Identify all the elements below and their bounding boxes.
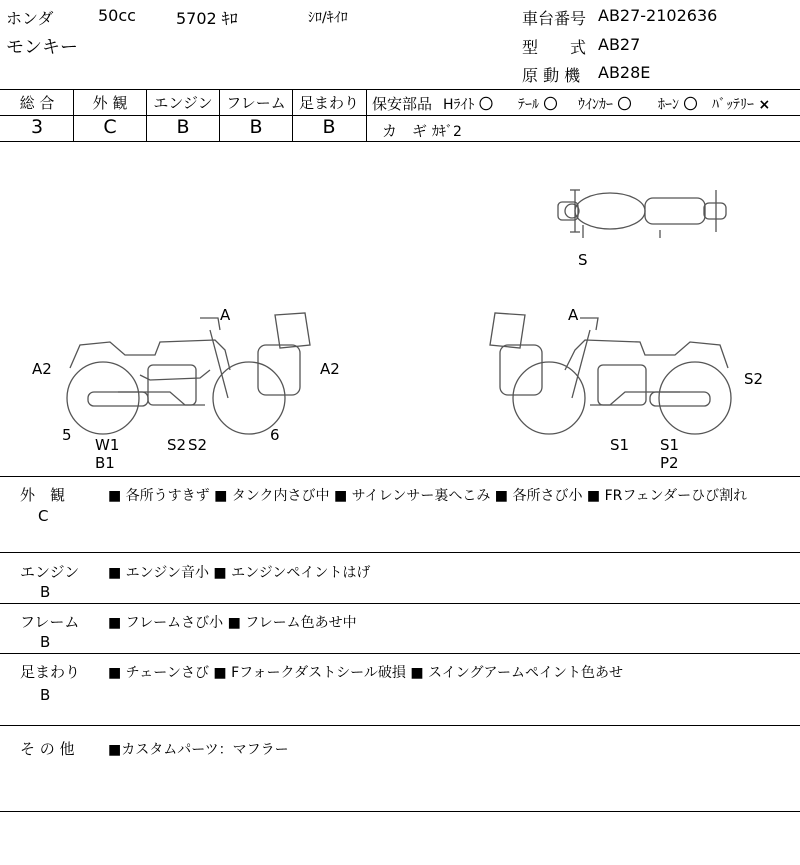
maker: ホンダ (6, 9, 54, 28)
model-name: モンキー (6, 37, 78, 58)
grade-label-exterior: 外 観 (92, 94, 128, 112)
safety-item-headlight: Hﾗｲﾄ 〇 (443, 97, 493, 113)
remark-label-exterior: 外 観 (20, 486, 66, 504)
grade-label-engine: エンジン (153, 94, 213, 112)
grade-label-suspension: 足まわり (298, 94, 359, 112)
grade-label-overall: 総 合 (19, 94, 55, 112)
divider (366, 89, 367, 141)
diagram-label-left-a2-front: A2 (320, 360, 340, 378)
remark-label-frame: フレーム (20, 613, 80, 631)
engine-label: 原 動 機 (522, 66, 581, 85)
safety-item-battery: ﾊﾞｯﾃﾘｰ × (712, 97, 771, 113)
bike-top-view (558, 190, 726, 238)
key-label: カ ギ (382, 122, 428, 140)
remark-text-frame: ■ フレームさび小 ■ フレーム色あせ中 (108, 615, 357, 631)
frame-no-label: 車台番号 (522, 9, 587, 28)
safety-item-horn: ﾎｰﾝ 〇 (658, 97, 698, 113)
diagram-label-left-a: A (220, 306, 231, 324)
divider (0, 552, 800, 553)
bike-left-view (67, 313, 310, 434)
type-label: 型 式 (522, 38, 587, 57)
diagram-label-left-6: 6 (270, 426, 280, 444)
divider (0, 89, 800, 90)
diagram-label-right-s2: S2 (744, 370, 764, 388)
remark-label-other: そ の 他 (20, 740, 75, 758)
remark-grade-suspension: B (40, 686, 51, 704)
diagram-label-right-s1a: S1 (610, 436, 630, 454)
frame-no: AB27-2102636 (598, 6, 718, 25)
damage-diagram (0, 142, 800, 476)
remark-text-engine: ■ エンジン音小 ■ エンジンペイントはげ (108, 565, 371, 581)
bike-right-view (490, 313, 731, 434)
remark-text-other: ■カスタムパーツ：マフラー (108, 742, 289, 758)
remark-text-suspension: ■ チェーンさび ■ Fフォークダストシール破損 ■ スイングアームペイント色あせ (108, 665, 624, 681)
grade-value-exterior: C (103, 116, 117, 138)
divider (0, 725, 800, 726)
diagram-label-right-s1b: S1 (660, 436, 680, 454)
diagram-label-left-5: 5 (62, 426, 72, 444)
grade-value-engine: B (176, 116, 190, 138)
remark-label-engine: エンジン (20, 563, 80, 581)
type-value: AB27 (598, 35, 641, 54)
diagram-label-left-s2b: S2 (188, 436, 208, 454)
remark-grade-frame: B (40, 633, 51, 651)
divider (0, 476, 800, 477)
safety-item-winker: ｳｲﾝｶｰ 〇 (578, 97, 632, 113)
diagram-label-right-a: A (568, 306, 579, 324)
diagram-label-left-a2-rear: A2 (32, 360, 52, 378)
grade-value-overall: 3 (30, 116, 44, 138)
grade-value-frame: B (249, 116, 263, 138)
diagram-label-left-b1: B1 (95, 454, 115, 472)
mileage: 5702 ｷﾛ (176, 9, 238, 28)
diagram-label-right-p2: P2 (660, 454, 679, 472)
diagram-label-top-s: S (578, 251, 588, 269)
divider (0, 653, 800, 654)
grade-value-suspension: B (322, 116, 336, 138)
engine-value: AB28E (598, 63, 651, 82)
safety-item-taillight: ﾃｰﾙ 〇 (518, 97, 558, 113)
remark-label-suspension: 足まわり (20, 663, 81, 681)
diagram-label-left-w1: W1 (95, 436, 120, 454)
safety-label: 保安部品 (372, 95, 433, 113)
key-value: ｶｷﾞ2 (432, 124, 462, 140)
divider (0, 811, 800, 812)
color: ｼﾛ/ｷｲﾛ (308, 10, 348, 26)
remark-grade-exterior: C (38, 507, 49, 525)
remark-text-exterior: ■ 各所うすきず ■ タンク内さび中 ■ サイレンサー裏へこみ ■ 各所さび小 ■ FRフェンダーひび割れ (108, 488, 748, 504)
diagram-label-left-s2a: S2 (167, 436, 187, 454)
divider (0, 603, 800, 604)
grade-label-frame: フレーム (226, 94, 286, 112)
divider (366, 115, 800, 116)
remark-grade-engine: B (40, 583, 51, 601)
displacement: 50cc (98, 6, 136, 25)
